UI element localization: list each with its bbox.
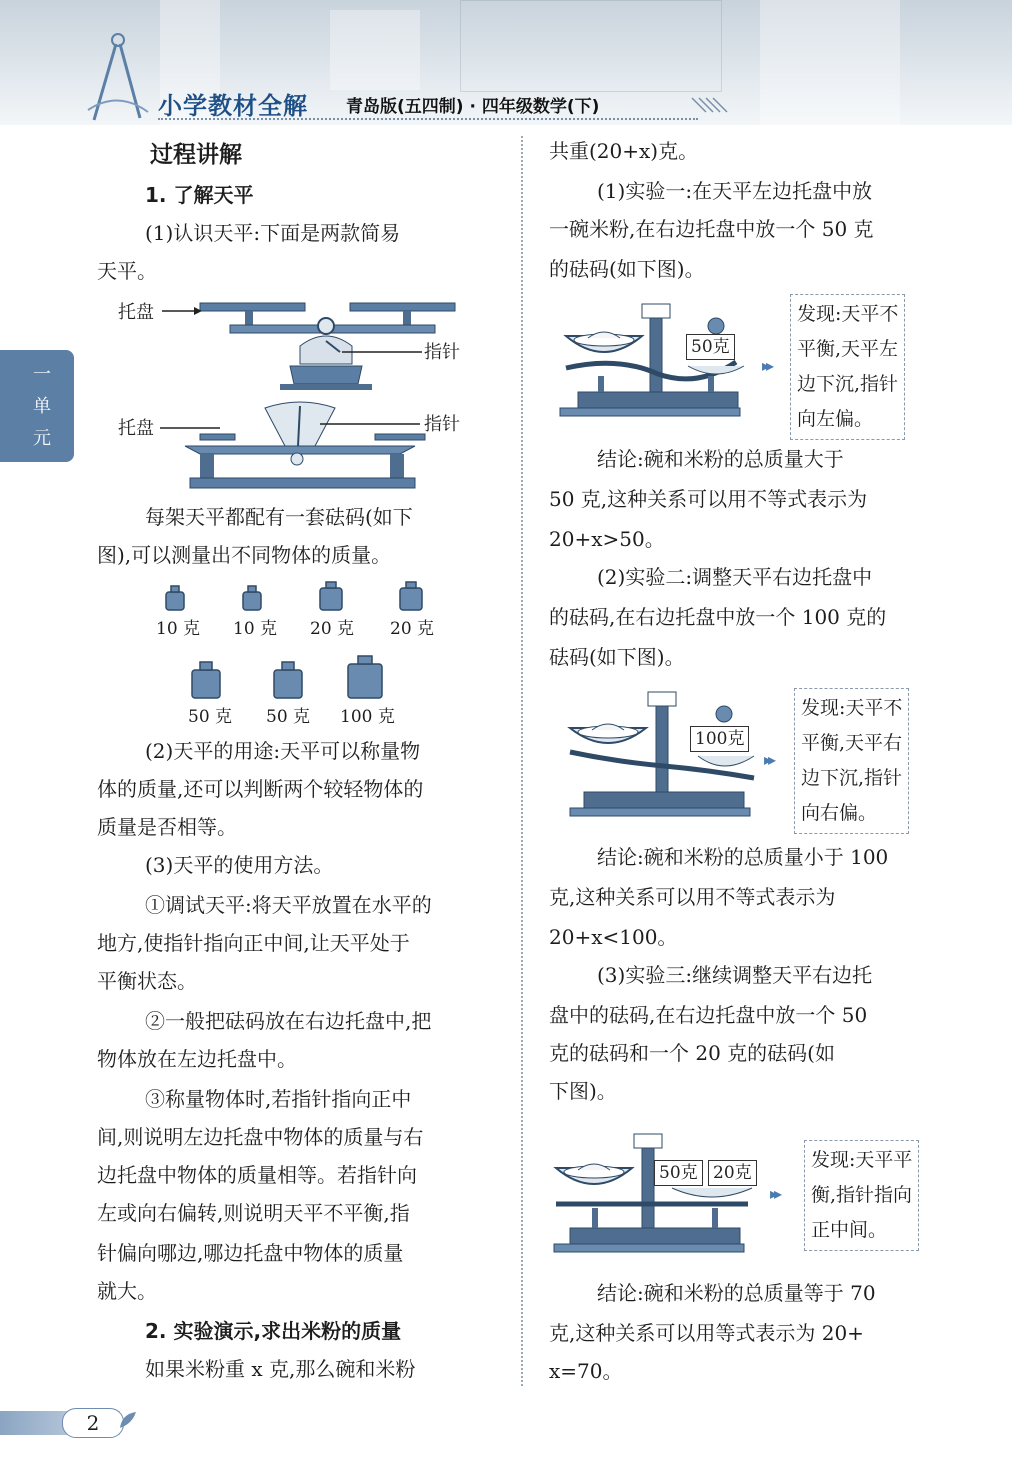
stripes-decoration bbox=[692, 96, 732, 114]
finding-line: 向左偏。 bbox=[797, 408, 874, 430]
finding-line: 平衡,天平右 bbox=[801, 732, 903, 754]
section-title: 过程讲解 bbox=[150, 142, 242, 168]
paragraph-line: 就大。 bbox=[97, 1279, 157, 1303]
paragraph-line: 结论:碗和米粉的总质量等于 70 bbox=[597, 1281, 876, 1305]
paragraph-line: 针偏向哪边,哪边托盘中物体的质量 bbox=[97, 1241, 404, 1265]
paragraph-line: 边托盘中物体的质量相等。若指针向 bbox=[97, 1163, 417, 1187]
double-chevron-icon: ▸▸ bbox=[770, 1184, 779, 1203]
paragraph-line: 克的砝码和一个 20 克的砝码(如 bbox=[549, 1041, 835, 1065]
weight-label: 20 克 bbox=[390, 619, 435, 639]
experiment-scale-1 bbox=[558, 296, 758, 426]
paragraph-line: 间,则说明左边托盘中物体的质量与右 bbox=[97, 1125, 424, 1149]
heading-1: 1. 了解天平 bbox=[145, 183, 254, 207]
paragraph-line: 克,这种关系可以用等式表示为 20+ bbox=[549, 1321, 864, 1345]
finding-line: 发现:天平不 bbox=[801, 697, 903, 719]
finding-line: 平衡,天平左 bbox=[797, 338, 899, 360]
pointer-label: 指针 bbox=[424, 342, 460, 363]
weight-tag: 100克 bbox=[690, 726, 749, 752]
tray-label: 托盘 bbox=[118, 302, 154, 323]
paragraph-line: 地方,使指针指向正中间,让天平处于 bbox=[97, 931, 410, 955]
double-chevron-icon: ▸▸ bbox=[762, 356, 771, 375]
weight-label: 10 克 bbox=[233, 619, 278, 639]
book-subtitle: 青岛版(五四制) · 四年级数学(下) bbox=[346, 97, 600, 117]
paragraph-line: 50 克,这种关系可以用不等式表示为 bbox=[549, 487, 868, 511]
finding-box bbox=[804, 1140, 919, 1251]
finding-line: 向右偏。 bbox=[801, 802, 878, 824]
finding-line: 发现:天平不 bbox=[797, 303, 899, 325]
weight-tag: 20克 bbox=[708, 1160, 757, 1186]
balance-scale-illustrations bbox=[160, 296, 490, 496]
weight-label: 50 克 bbox=[266, 707, 311, 727]
paragraph-line: 一碗米粉,在右边托盘中放一个 50 克 bbox=[549, 217, 874, 241]
paragraph-line: (3)实验三:继续调整天平右边托 bbox=[597, 963, 873, 987]
paragraph-line: 平衡状态。 bbox=[97, 969, 197, 993]
unit-tab-char: 元 bbox=[33, 428, 51, 449]
finding-line: 边下沉,指针 bbox=[797, 373, 899, 395]
experiment-scale-2 bbox=[568, 686, 768, 826]
paragraph-line: 克,这种关系可以用不等式表示为 bbox=[549, 885, 836, 909]
paragraph-line: 共重(20+x)克。 bbox=[549, 139, 699, 163]
paragraph-line: 体的质量,还可以判断两个较轻物体的 bbox=[97, 777, 424, 801]
header-decoration bbox=[760, 0, 900, 125]
paragraph-line: ①调试天平:将天平放置在水平的 bbox=[145, 893, 432, 917]
paragraph-line: (1)认识天平:下面是两款简易 bbox=[145, 221, 401, 245]
finding-box bbox=[790, 294, 905, 440]
tray-label: 托盘 bbox=[118, 418, 154, 439]
paragraph-line: ③称量物体时,若指针指向正中 bbox=[145, 1087, 412, 1111]
paragraph-line: 如果米粉重 x 克,那么碗和米粉 bbox=[145, 1357, 416, 1381]
arrow-icon bbox=[162, 306, 202, 316]
paragraph-line: (1)实验一:在天平左边托盘中放 bbox=[597, 179, 873, 203]
paragraph-line: 每架天平都配有一套砝码(如下 bbox=[145, 505, 413, 529]
finding-line: 正中间。 bbox=[811, 1219, 888, 1241]
paragraph-line: 盘中的砝码,在右边托盘中放一个 50 bbox=[549, 1003, 868, 1027]
weight-label: 10 克 bbox=[156, 619, 201, 639]
paragraph-line: 结论:碗和米粉的总质量小于 100 bbox=[597, 845, 889, 869]
paragraph-line: 质量是否相等。 bbox=[97, 815, 237, 839]
experiment-scale-3 bbox=[552, 1128, 772, 1258]
paragraph-line: 砝码(如下图)。 bbox=[549, 645, 685, 669]
weight-label: 50 克 bbox=[188, 707, 233, 727]
paragraph-line: ②一般把砝码放在右边托盘中,把 bbox=[145, 1009, 432, 1033]
paragraph-line: 图),可以测量出不同物体的质量。 bbox=[97, 543, 392, 567]
finding-line: 发现:天平平 bbox=[811, 1149, 913, 1171]
paragraph-line: (2)实验二:调整天平右边托盘中 bbox=[597, 565, 873, 589]
paragraph-line: 的砝码(如下图)。 bbox=[549, 257, 705, 281]
tray-leader-line bbox=[160, 426, 220, 430]
unit-tab-char: 一 bbox=[33, 364, 51, 385]
paragraph-line: 20+x>50。 bbox=[549, 527, 665, 551]
compass-icon bbox=[88, 30, 148, 125]
weight-tag: 50克 bbox=[654, 1160, 703, 1186]
paragraph-line: 天平。 bbox=[97, 259, 157, 283]
paragraph-line: 下图)。 bbox=[549, 1079, 617, 1103]
paragraph-line: 的砝码,在右边托盘中放一个 100 克的 bbox=[549, 605, 887, 629]
pointer-leader-line bbox=[342, 350, 422, 354]
paragraph-line: 左或向右偏转,则说明天平不平衡,指 bbox=[97, 1201, 410, 1225]
finding-box bbox=[794, 688, 909, 834]
weight-label: 20 克 bbox=[310, 619, 355, 639]
header-decoration bbox=[330, 10, 420, 90]
unit-tab bbox=[0, 350, 74, 462]
paragraph-line: x=70。 bbox=[549, 1359, 623, 1383]
paragraph-line: (3)天平的使用方法。 bbox=[145, 853, 334, 877]
finding-line: 衡,指针指向 bbox=[811, 1184, 913, 1206]
page-number: 2 bbox=[62, 1408, 124, 1438]
leaf-icon bbox=[118, 1410, 138, 1430]
pointer-leader-line bbox=[320, 422, 420, 426]
header-divider bbox=[158, 118, 698, 120]
book-brand: 小学教材全解 bbox=[158, 92, 308, 120]
column-divider bbox=[521, 136, 523, 1386]
finding-line: 边下沉,指针 bbox=[801, 767, 903, 789]
header-decoration bbox=[460, 0, 722, 92]
weights-set-illustration bbox=[150, 580, 450, 720]
weight-label: 100 克 bbox=[340, 707, 395, 727]
heading-2: 2. 实验演示,求出米粉的质量 bbox=[145, 1319, 402, 1343]
paragraph-line: (2)天平的用途:天平可以称量物 bbox=[145, 739, 421, 763]
unit-tab-char: 单 bbox=[33, 396, 51, 417]
paragraph-line: 物体放在左边托盘中。 bbox=[97, 1047, 297, 1071]
paragraph-line: 20+x<100。 bbox=[549, 925, 678, 949]
weight-tag: 50克 bbox=[686, 334, 735, 360]
paragraph-line: 结论:碗和米粉的总质量大于 bbox=[597, 447, 844, 471]
pointer-label: 指针 bbox=[424, 414, 460, 435]
double-chevron-icon: ▸▸ bbox=[764, 750, 773, 769]
